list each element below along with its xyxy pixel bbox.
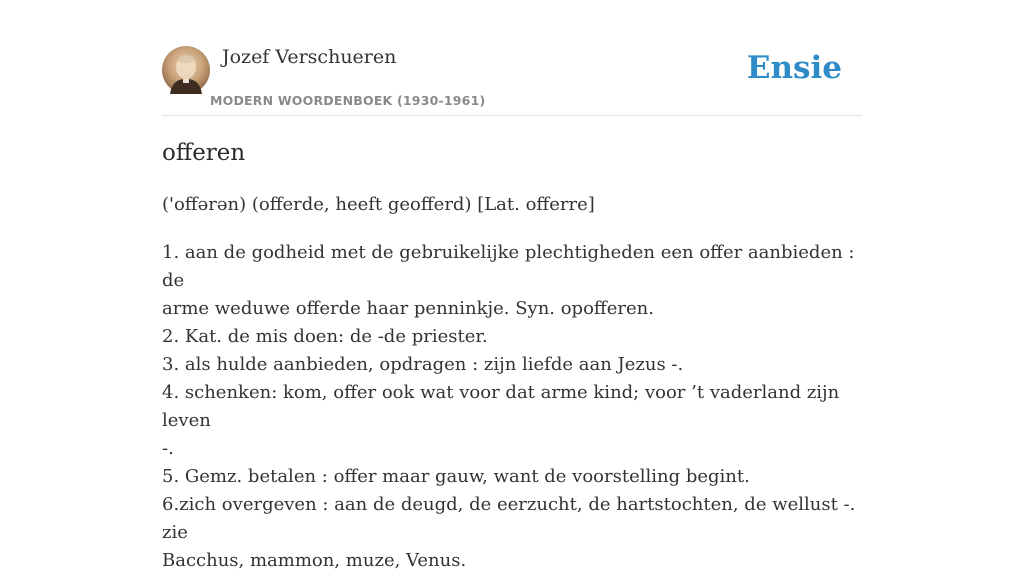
entry-header (162, 0, 862, 116)
author-portrait-icon (162, 46, 210, 94)
pronunciation-line: ('offərən) (offerde, heeft geofferd) [Lat. offerre] (162, 194, 595, 215)
definition-line: 5. Gemz. betalen : offer maar gauw, want de voorstelling begint. (162, 466, 750, 487)
definition-line: -. (162, 438, 174, 459)
definition-line: 6.zich overgeven : aan de deugd, de eerzucht, de hartstochten, de wellust -. zie (162, 494, 856, 543)
definition-line: Bacchus, mammon, muze, Venus. (162, 550, 467, 571)
definitions (162, 239, 862, 575)
definition-line: 1. aan de godheid met de gebruikelijke plechtigheden een offer aanbieden : de (162, 242, 855, 291)
brand-logo[interactable]: Ensie (746, 50, 842, 86)
definition-line: 2. Kat. de mis doen: de -de priester. (162, 326, 488, 347)
definition-line: arme weduwe offerde haar penninkje. Syn. opofferen. (162, 298, 654, 319)
definition-line: 3. als hulde aanbieden, opdragen : zijn liefde aan Jezus -. (162, 354, 684, 375)
entry-card (162, 0, 862, 571)
definition-line: 4. schenken: kom, offer ook wat voor dat arme kind; voor ’t vaderland zijn leven (162, 382, 840, 431)
author-name[interactable]: Jozef Verschueren (222, 46, 397, 68)
author-avatar[interactable] (162, 46, 210, 94)
source-label[interactable]: MODERN WOORDENBOEK (1930-1961) (210, 93, 486, 108)
headword: offeren (162, 140, 246, 166)
